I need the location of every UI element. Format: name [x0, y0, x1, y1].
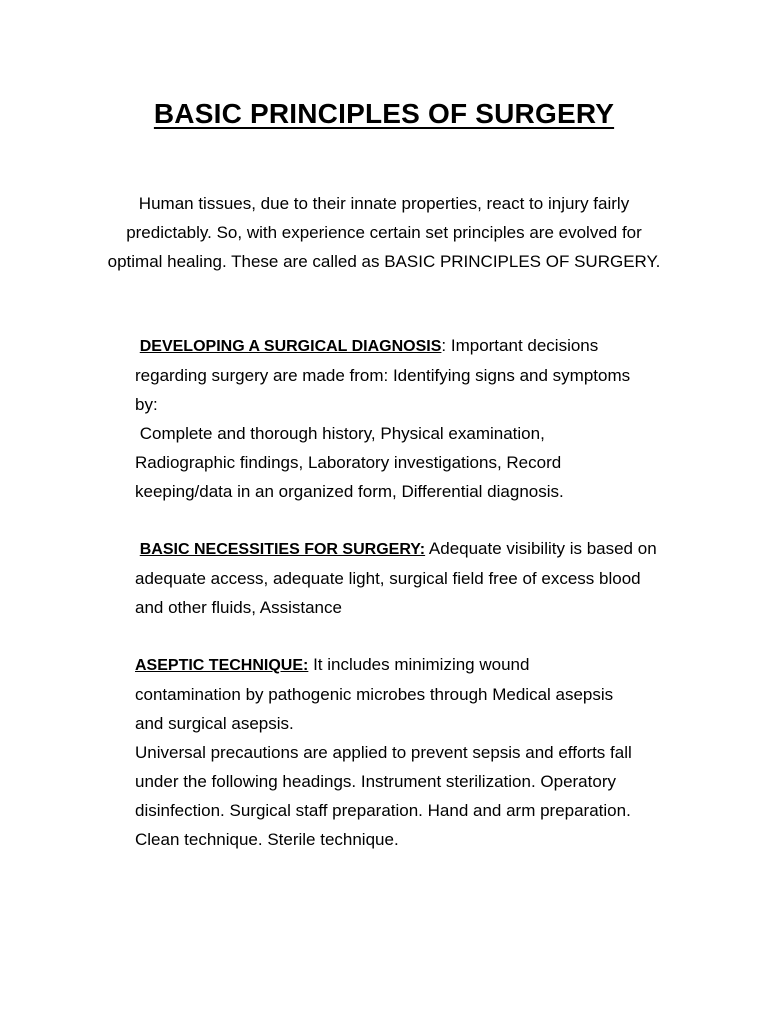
section-heading: ASEPTIC TECHNIQUE:: [135, 657, 309, 674]
section-line: keeping/data in an organized form, Differential diagnosis.: [135, 482, 564, 501]
intro-line: optimal healing. These are called as BASIC PRINCIPLES OF SURGERY.: [107, 252, 661, 271]
section-first-line: [135, 650, 695, 680]
section-surgical-diagnosis: [135, 331, 695, 506]
intro-line: Human tissues, due to their innate properties, react to injury fairly: [138, 194, 630, 213]
intro-paragraph: [90, 189, 678, 276]
page-title: BASIC PRINCIPLES OF SURGERY: [153, 98, 615, 129]
section-line: adequate access, adequate light, surgical field free of excess blood: [135, 569, 641, 588]
section-heading: DEVELOPING A SURGICAL DIAGNOSIS: [139, 338, 442, 355]
section-line: by:: [135, 395, 158, 414]
section-line: and surgical asepsis.: [135, 714, 294, 733]
section-line: Clean technique. Sterile technique.: [135, 830, 399, 849]
section-line: regarding surgery are made from: Identifying signs and symptoms: [135, 366, 631, 385]
section-basic-necessities: [135, 534, 695, 622]
section-line: disinfection. Surgical staff preparation. Hand and arm preparation.: [135, 801, 631, 820]
section-first-line: [135, 331, 695, 361]
section-text: It includes minimizing wound: [308, 655, 530, 674]
section-line: Radiographic findings, Laboratory investigations, Record: [135, 453, 562, 472]
section-line: and other fluids, Assistance: [135, 598, 342, 617]
section-first-line: [135, 534, 695, 564]
section-line: Complete and thorough history, Physical examination,: [135, 424, 545, 443]
section-line: contamination by pathogenic microbes through Medical asepsis: [135, 685, 614, 704]
intro-line: predictably. So, with experience certain set principles are evolved for: [126, 223, 642, 242]
section-line: Universal precautions are applied to prevent sepsis and efforts fall: [135, 743, 632, 762]
section-heading: BASIC NECESSITIES FOR SURGERY:: [139, 541, 426, 558]
section-text: Adequate visibility is based on: [425, 539, 657, 558]
section-text: : Important decisions: [441, 336, 599, 355]
section-aseptic-technique: [135, 650, 695, 854]
section-line: under the following headings. Instrument sterilization. Operatory: [135, 772, 616, 791]
